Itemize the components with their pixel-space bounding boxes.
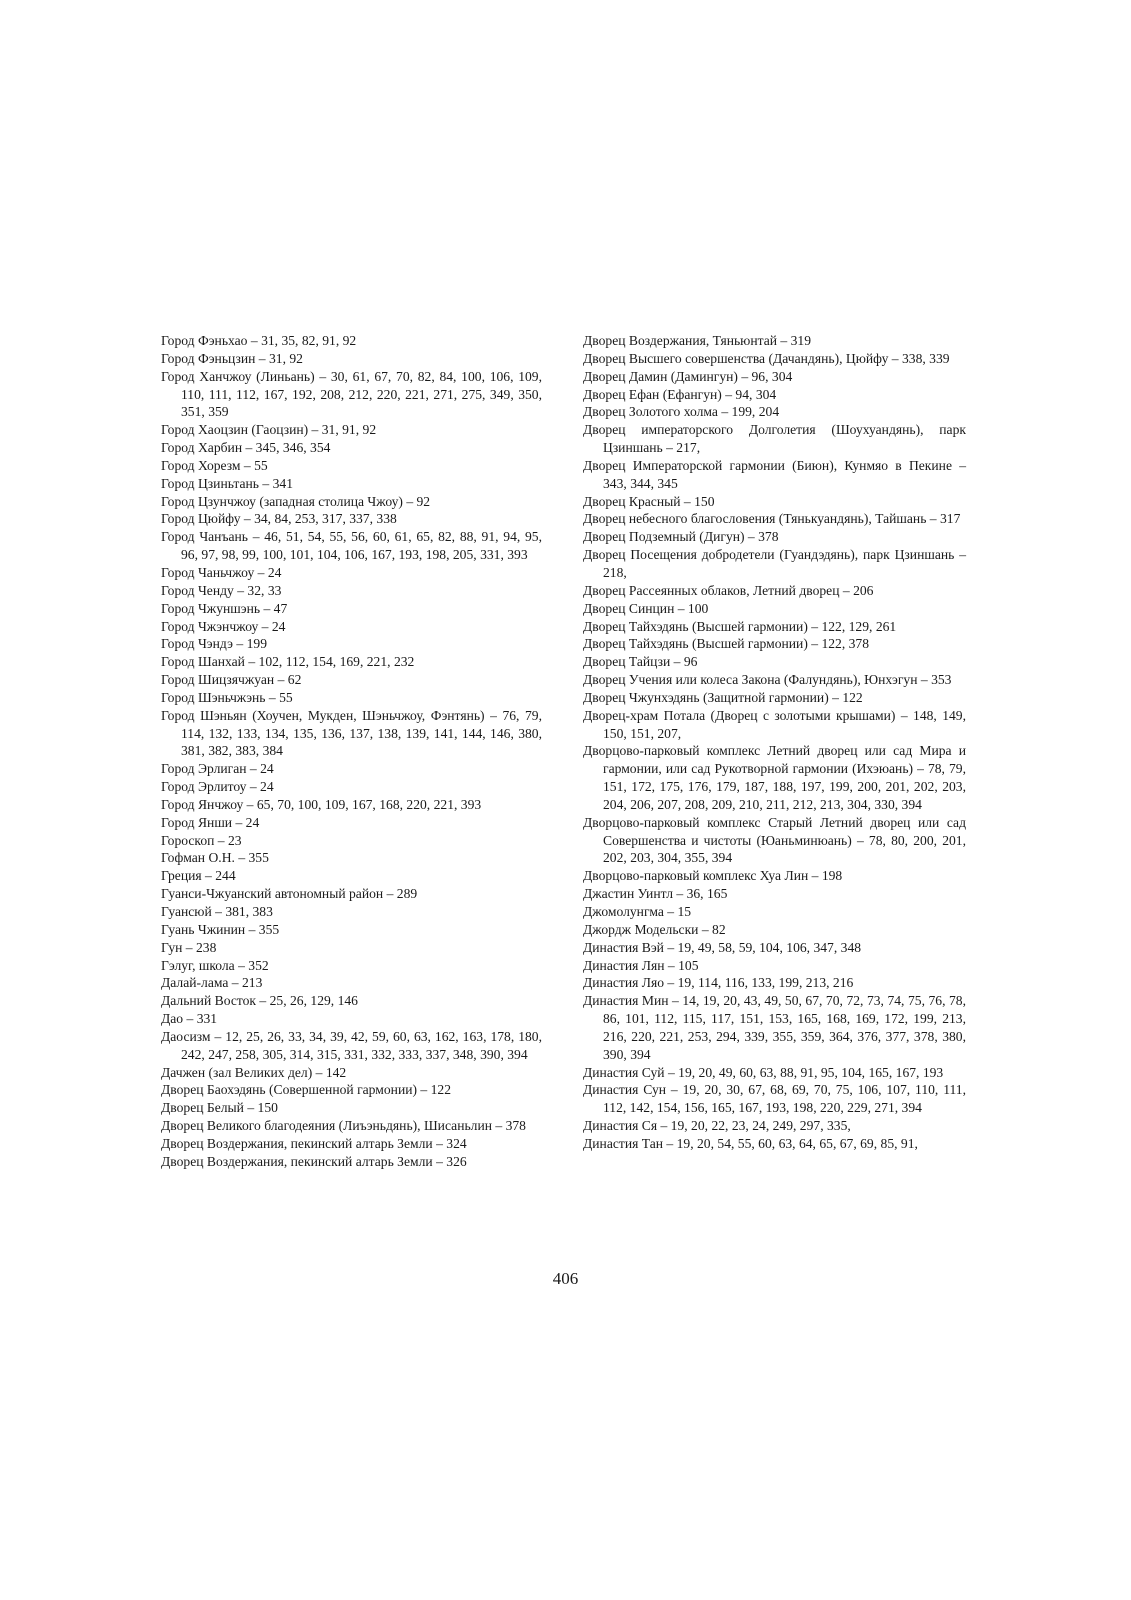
index-entry: Город Янчжоу – 65, 70, 100, 109, 167, 168, 220, 221, 393	[161, 796, 482, 812]
index-entry: Дворец Белый – 150	[161, 1100, 278, 1116]
index-entry: Город Цзиньтань – 341	[161, 475, 293, 491]
index-entry: Дворец Великого благодеяния (Лиъэньдянь), Шисаньлин – 378	[161, 1118, 526, 1134]
index-entry: Дальний Восток – 25, 26, 129, 146	[161, 993, 358, 1009]
index-entry: Династия Лян – 105	[583, 957, 699, 973]
index-entry: Дворец Синцин – 100	[583, 600, 709, 616]
index-entry: Город Цюйфу – 34, 84, 253, 317, 337, 338	[161, 511, 397, 527]
index-entry: Гофман О.Н. – 355	[161, 850, 269, 866]
index-entry: Город Шэньчжэнь – 55	[161, 689, 293, 705]
index-entry: Город Харбин – 345, 346, 354	[161, 440, 331, 456]
index-entry: Город Хорезм – 55	[161, 457, 268, 473]
index-entry: Дворец небесного благословения (Тянькуандянь), Тайшань – 317	[583, 511, 961, 527]
index-entry: Джомолунгма – 15	[583, 904, 692, 919]
index-entry: Гун – 238	[161, 939, 217, 955]
index-entry: Город Чжуншэнь – 47	[161, 600, 288, 616]
index-entry: Династия Вэй – 19, 49, 58, 59, 104, 106, 347, 348	[583, 939, 862, 955]
index-entry: Джастин Уинтл – 36, 165	[583, 886, 728, 902]
index-entry: Город Шицзячжуан – 62	[161, 672, 302, 688]
index-entry: Дворец Дамин (Дамингун) – 96, 304	[583, 368, 793, 384]
index-entry: Дворец Воздержания, пекинский алтарь Земли – 326	[161, 1153, 467, 1169]
index-entry: Город Шанхай – 102, 112, 154, 169, 221, 232	[161, 654, 415, 670]
index-entry: Гороскоп – 23	[161, 832, 242, 848]
index-entry: Город Чанъань – 46, 51, 54, 55, 56, 60, 61, 65, 82, 88, 91, 94, 95, 96, 97, 98, 99, 100, 101, 104, 106, 167, 193, 198, 205, 331, 393	[161, 529, 542, 563]
index-entry: Дворец императорского Долголетия (Шоухуандянь), парк Цзиншань – 217,	[583, 422, 966, 456]
index-entry: Дворец Посещения добродетели (Гуандэдянь), парк Цзиншань – 218,	[583, 547, 966, 580]
index-entry: Династия Ся – 19, 20, 22, 23, 24, 249, 297, 335,	[583, 1118, 851, 1134]
index-entry: Дворцово-парковый комплекс Старый Летний дворец или сад Совершенства и чистоты (Юаньминюань) – 78, 80, 200, 201, 202, 203, 304, 355, 394	[583, 814, 966, 866]
index-entry: Дворец Тайхэдянь (Высшей гармонии) – 122, 129, 261	[583, 618, 897, 634]
index-entry: Город Янши – 24	[161, 814, 260, 830]
index-entry: Дворцово-парковый комплекс Летний дворец или сад Мира и гармонии, или сад Рукотворной гармонии (Ихэюань) – 78, 79, 151, 172, 175, 176, 179, 187, 188, 197, 199, 200, 201, 202, 203, 204, 206, 207, 208, 209, 210, 211, 212, 213, 304, 330, 394	[583, 743, 966, 812]
index-entry: Далай-лама – 213	[161, 975, 263, 991]
index-entry: Дворец Золотого холма – 199, 204	[583, 404, 780, 420]
index-entry: Город Хаоцзин (Гаоцзин) – 31, 91, 92	[161, 422, 377, 438]
index-entry: Дворец Учения или колеса Закона (Фалундянь), Юнхэгун – 353	[583, 672, 952, 688]
index-entry: Дворец Рассеянных облаков, Летний дворец – 206	[583, 582, 874, 598]
index-entry: Дачжен (зал Великих дел) – 142	[161, 1064, 347, 1080]
index-entry: Дао – 331	[161, 1011, 218, 1027]
index-entry: Город Цзунчжоу (западная столица Чжоу) – 92	[161, 493, 431, 509]
index-entry: Дворец Чжунхэдянь (Защитной гармонии) – 122	[583, 689, 863, 705]
index-entry: Даосизм – 12, 25, 26, 33, 34, 39, 42, 59, 60, 63, 162, 163, 178, 180, 242, 247, 258, 305, 314, 315, 331, 332, 333, 337, 348, 390, 394	[161, 1028, 542, 1062]
index-entry: Династия Ляо – 19, 114, 116, 133, 199, 213, 216	[583, 975, 854, 991]
index-entry: Джордж Модельски – 82	[583, 921, 726, 937]
index-entry: Гуанси-Чжуанский автономный район – 289	[161, 886, 418, 902]
index-entry: Город Чэндэ – 199	[161, 636, 267, 652]
index-entry: Дворец Тайхэдянь (Высшей гармонии) – 122, 378	[583, 636, 870, 652]
index-entry: Город Эрлиган – 24	[161, 761, 274, 777]
index-entry: Гуансюй – 381, 383	[161, 904, 273, 919]
index-entry: Греция – 244	[161, 868, 236, 884]
index-entry: Гэлуг, школа – 352	[161, 957, 269, 973]
index-entry: Город Ханчжоу (Линьань) – 30, 61, 67, 70, 82, 84, 100, 106, 109, 110, 111, 112, 167, 192, 208, 212, 220, 221, 271, 275, 349, 350, 351, 359	[161, 368, 542, 420]
index-entry: Дворец Императорской гармонии (Биюн), Кунмяо в Пекине – 343, 344, 345	[583, 457, 966, 491]
index-entry: Город Эрлитоу – 24	[161, 779, 274, 795]
index-entry: Город Чжэнчжоу – 24	[161, 618, 286, 634]
index-entry: Дворцово-парковый комплекс Хуа Лин – 198	[583, 868, 843, 884]
index-entry: Династия Сун – 19, 20, 30, 67, 68, 69, 70, 75, 106, 107, 110, 111, 112, 142, 154, 156, 165, 167, 193, 198, 220, 229, 271, 394	[583, 1082, 966, 1116]
index-entry: Дворец Воздержания, пекинский алтарь Земли – 324	[161, 1135, 467, 1151]
index-entry: Династия Тан – 19, 20, 54, 55, 60, 63, 64, 65, 67, 69, 85, 91,	[583, 1135, 918, 1151]
index-entry: Дворец-храм Потала (Дворец с золотыми крышами) – 148, 149, 150, 151, 207,	[583, 707, 966, 741]
index-entry: Гуань Чжинин – 355	[161, 921, 280, 937]
index-entry: Династия Мин – 14, 19, 20, 43, 49, 50, 67, 70, 72, 73, 74, 75, 76, 78, 86, 101, 112, 115, 117, 151, 153, 165, 168, 169, 172, 199, 213, 216, 220, 221, 253, 294, 339, 355, 359, 364, 376, 377, 378, 380, 390, 394	[583, 993, 966, 1062]
index-entry: Дворец Воздержания, Тяньюнтай – 319	[583, 333, 812, 348]
index-entry: Город Чаньчжоу – 24	[161, 564, 282, 580]
index-column-right	[583, 332, 966, 1153]
index-entry: Город Фэньцзин – 31, 92	[161, 350, 303, 366]
index-entry: Династия Суй – 19, 20, 49, 60, 63, 88, 91, 95, 104, 165, 167, 193	[583, 1064, 944, 1080]
index-entry: Город Фэньхао – 31, 35, 82, 91, 92	[161, 333, 357, 348]
index-entry: Дворец Баохэдянь (Совершенной гармонии) – 122	[161, 1082, 452, 1098]
index-entry: Дворец Подземный (Дигун) – 378	[583, 529, 779, 545]
index-entry: Дворец Высшего совершенства (Дачандянь), Цюйфу – 338, 339	[583, 350, 950, 366]
page-number: 406	[552, 1269, 579, 1288]
index-entry: Дворец Тайцзи – 96	[583, 654, 698, 670]
index-column-left	[161, 332, 542, 1171]
index-entry: Дворец Ефан (Ефангун) – 94, 304	[583, 386, 777, 402]
index-entry: Дворец Красный – 150	[583, 493, 715, 509]
index-entry: Город Ченду – 32, 33	[161, 582, 282, 598]
index-entry: Город Шэньян (Хоучен, Мукден, Шэньчжоу, Фэнтянь) – 76, 79, 114, 132, 133, 134, 135, 136, 137, 138, 139, 141, 144, 146, 380, 381, 382, 383, 384	[161, 707, 542, 759]
